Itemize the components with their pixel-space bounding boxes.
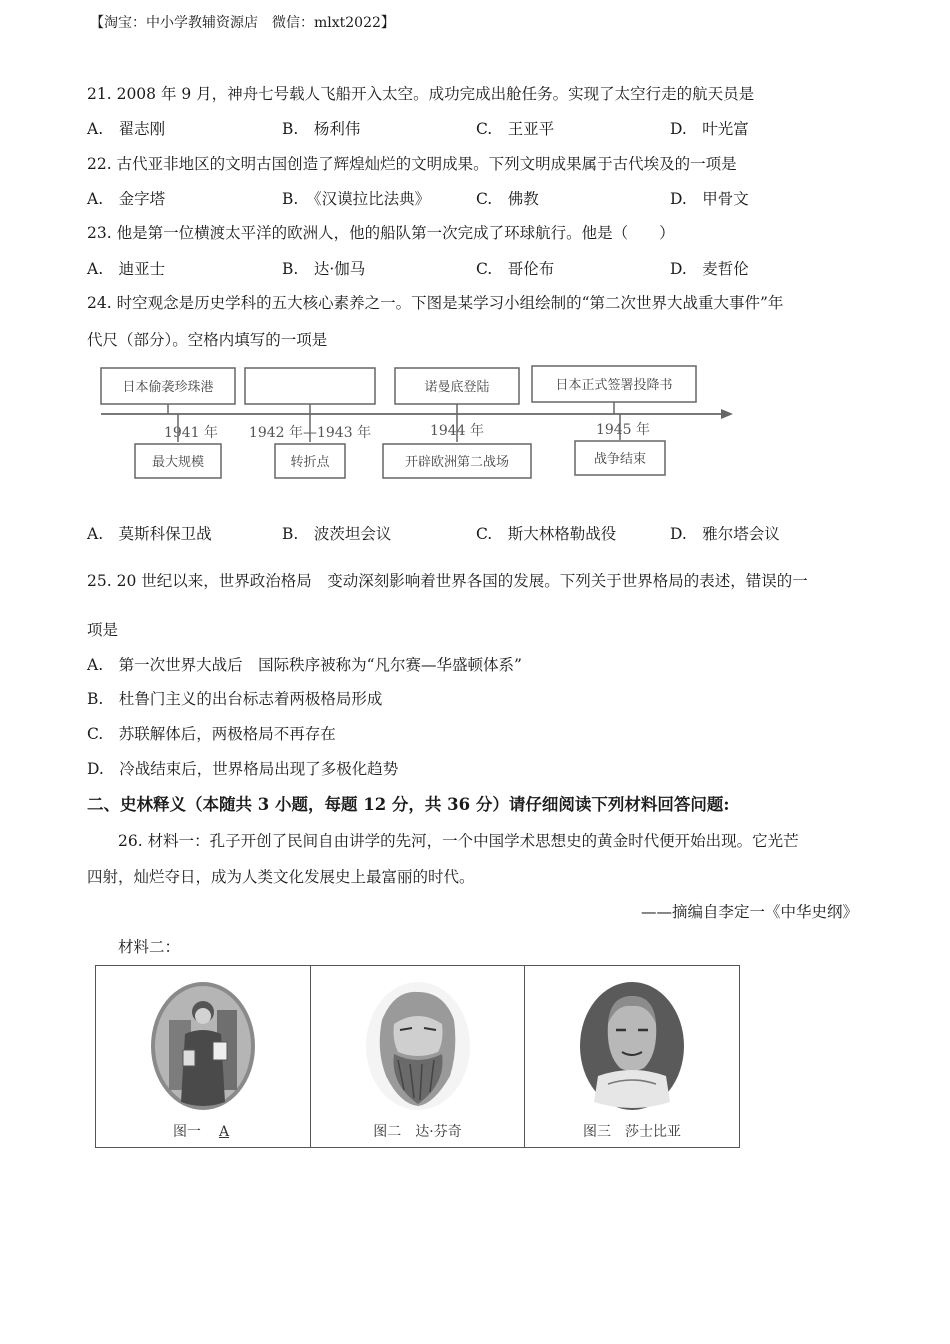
q25-option-d: D. 冷战结束后，世界格局出现了多极化趋势 xyxy=(87,760,399,778)
q22-option-c: C. 佛教 xyxy=(476,190,539,208)
timeline-year-1945: 1945 年 xyxy=(595,422,651,438)
timeline-top-label-3: 诺曼底登陆 xyxy=(424,380,490,395)
q25-option-b: B. 杜鲁门主义的出台标志着两极格局形成 xyxy=(87,690,383,708)
q21-option-a: A. 翟志刚 xyxy=(87,120,166,138)
q23-option-d: D. 麦哲伦 xyxy=(670,260,749,278)
timeline-bottom-label-1: 最大规模 xyxy=(151,455,205,470)
q25-option-a: A. 第一次世界大战后 国际秩序被称为“凡尔赛—华盛顿体系” xyxy=(87,656,522,674)
question-25-stem-line2: 项是 xyxy=(87,621,119,639)
timeline-year-1942-1943: 1942 年—1943 年 xyxy=(248,425,372,441)
portrait-figure-3-image xyxy=(578,980,686,1112)
q26-material2-label: 材料二： xyxy=(118,938,181,956)
figure-1-caption-blank: A xyxy=(218,1124,230,1140)
figure-cell-3 xyxy=(525,966,739,1147)
q24-option-b: B. 波茨坦会议 xyxy=(282,525,392,543)
timeline-top-label-4: 日本正式签署投降书 xyxy=(555,378,673,393)
question-24-stem-line1: 24. 时空观念是历史学科的五大核心素养之一。下图是某学习小组绘制的“第二次世界大战重大事件”年 xyxy=(87,294,784,312)
timeline-arrow-icon xyxy=(721,409,733,419)
timeline-bottom-label-2: 转折点 xyxy=(290,455,330,470)
portrait-figure-table xyxy=(95,965,740,1148)
question-22-stem: 22. 古代亚非地区的文明古国创造了辉煌灿烂的文明成果。下列文明成果属于古代埃及的一项是 xyxy=(87,155,737,173)
q21-option-d: D. 叶光富 xyxy=(670,120,749,138)
q22-option-a: A. 金字塔 xyxy=(87,190,166,208)
timeline-blank-box xyxy=(245,368,375,404)
page-header: 【淘宝：中小学教辅资源店 微信：mlxt2022】 xyxy=(90,15,395,31)
question-24-stem-line2: 代尺（部分）。空格内填写的一项是 xyxy=(87,331,328,349)
q23-option-a: A. 迪亚士 xyxy=(87,260,166,278)
portrait-figure-1-image xyxy=(149,980,257,1112)
q24-option-c: C. 斯大林格勒战役 xyxy=(476,525,617,543)
figure-1-caption-prefix: 图一 xyxy=(172,1124,215,1140)
timeline-bottom-label-4: 战争结束 xyxy=(593,452,647,467)
q26-material1-line1: 26. 材料一：孔子开创了民间自由讲学的先河，一个中国学术思想史的黄金时代便开始出现。它光芒 xyxy=(118,832,799,850)
figure-cell-1 xyxy=(96,966,311,1147)
timeline-top-label-1: 日本偷袭珍珠港 xyxy=(122,380,214,395)
q21-option-c: C. 王亚平 xyxy=(476,120,555,138)
figure-1-caption xyxy=(96,1121,310,1141)
figure-2-caption xyxy=(311,1121,524,1141)
q23-option-c: C. 哥伦布 xyxy=(476,260,555,278)
portrait-figure-2-image xyxy=(364,980,472,1112)
q24-option-d: D. 雅尔塔会议 xyxy=(670,525,780,543)
figure-2-caption-prefix: 图二 达·芬奇 xyxy=(373,1124,462,1140)
figure-3-caption xyxy=(525,1121,739,1141)
timeline-year-1941: 1941 年 xyxy=(163,425,219,441)
timeline-bottom-label-3: 开辟欧洲第二战场 xyxy=(404,455,510,470)
q22-option-b: B. 《汉谟拉比法典》 xyxy=(282,190,431,208)
q26-material1-line2: 四射，灿烂夺日，成为人类文化发展史上最富丽的时代。 xyxy=(87,868,475,886)
question-25-stem-line1: 25. 20 世纪以来，世界政治格局 变动深刻影响着世界各国的发展。下列关于世界格局的表述，错误的一 xyxy=(87,572,808,590)
figure-3-caption-prefix: 图三 莎士比亚 xyxy=(583,1124,681,1140)
q25-option-c: C. 苏联解体后，两极格局不再存在 xyxy=(87,725,336,743)
question-23-stem: 23. 他是第一位横渡太平洋的欧洲人，他的船队第一次完成了环球航行。他是（ ） xyxy=(87,224,675,242)
q26-source: ——摘编自李定一《中华史纲》 xyxy=(640,903,858,921)
q24-option-a: A. 莫斯科保卫战 xyxy=(87,525,212,543)
figure-cell-2 xyxy=(311,966,525,1147)
ww2-timeline-diagram xyxy=(95,360,745,485)
q23-option-b: B. 达·伽马 xyxy=(282,260,366,278)
q22-option-d: D. 甲骨文 xyxy=(670,190,749,208)
section-2-title: 二、史林释义（本随共 3 小题，每题 12 分，共 36 分）请仔细阅读下列材料回答问题: xyxy=(87,795,730,814)
q21-option-b: B. 杨利伟 xyxy=(282,120,361,138)
timeline-year-1944: 1944 年 xyxy=(429,423,485,439)
question-21-stem: 21. 2008 年 9 月，神舟七号载人飞船开入太空。成功完成出舱任务。实现了太空行走的航天员是 xyxy=(87,85,755,103)
